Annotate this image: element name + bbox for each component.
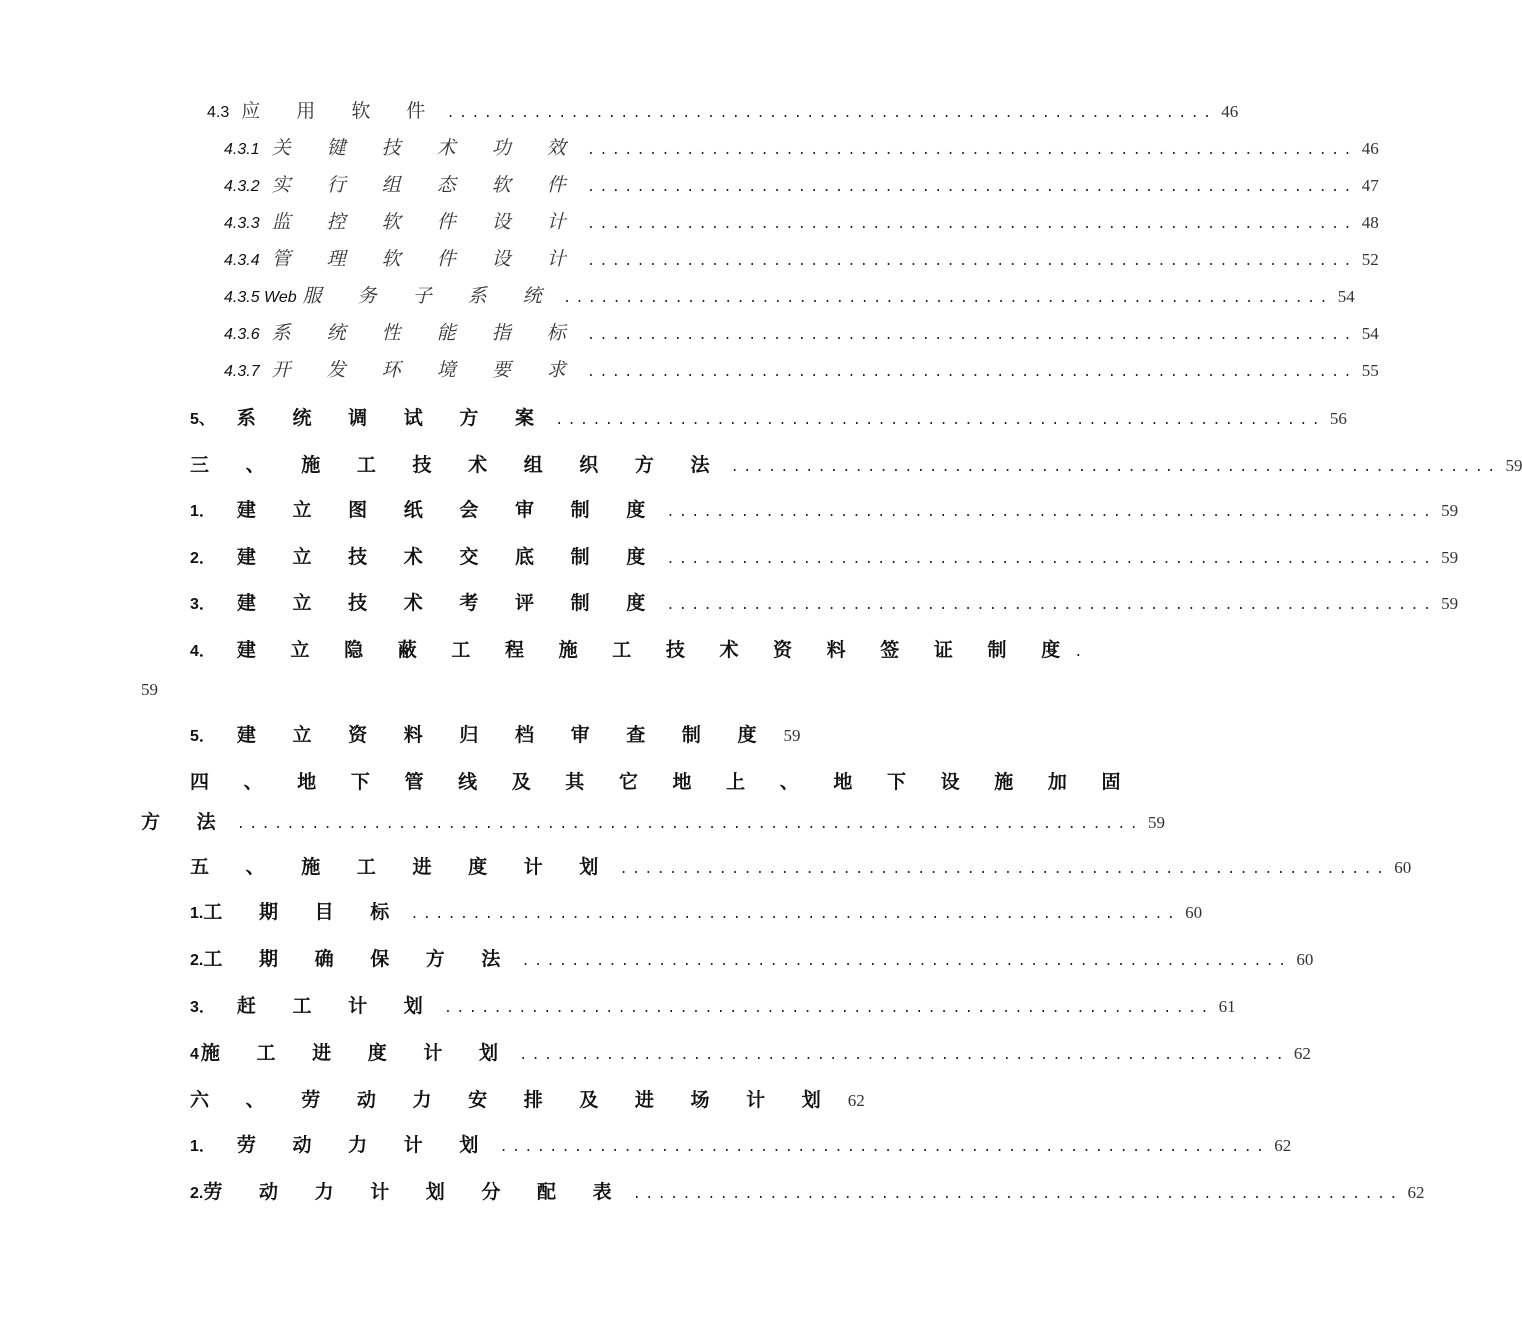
toc-page-number: 59 — [141, 680, 158, 699]
toc-entry-title: 工 期 目 标 — [203, 901, 405, 923]
toc-entry[interactable] — [224, 208, 1379, 236]
toc-entry-title: 建 立 技 术 交 底 制 度 — [236, 546, 661, 568]
toc-entry[interactable] — [190, 1131, 1292, 1159]
toc-entry[interactable] — [190, 721, 801, 749]
toc-entry-title: 劳 动 力 计 划 分 配 表 — [203, 1181, 627, 1203]
toc-leader-dots: .............................................................. — [499, 1140, 1269, 1156]
toc-leader-dots: .............................................................. — [586, 143, 1356, 159]
toc-page-number: 59 — [1505, 456, 1522, 475]
toc-entry-number: 5． — [190, 728, 215, 745]
toc-entry-title: 应 用 软 件 — [241, 100, 441, 122]
toc-entry[interactable] — [224, 282, 1355, 310]
toc-entry-number: 4． — [190, 643, 215, 660]
toc-entry[interactable] — [190, 898, 1203, 926]
toc-leader-dots: .............................................................. — [446, 106, 1216, 122]
toc-entry[interactable] — [190, 1178, 1425, 1206]
toc-entry[interactable] — [190, 451, 1522, 479]
toc-entry-title: 监 控 软 件 设 计 — [271, 211, 581, 233]
toc-leader-dots: .............................................................. — [586, 328, 1356, 344]
toc-entry-title-continuation: 方 法 — [141, 811, 231, 833]
toc-entry[interactable] — [224, 171, 1379, 199]
toc-page-number: 56 — [1329, 409, 1347, 428]
toc-entry-number: 1. — [190, 905, 204, 922]
toc-entry-title: 开 发 环 境 要 求 — [271, 359, 581, 381]
toc-entry[interactable] — [190, 404, 1347, 432]
toc-entry-title: 实 行 组 态 软 件 — [271, 174, 581, 196]
toc-leader-dots: .............................................................. — [666, 598, 1436, 614]
toc-entry-title: 管 理 软 件 设 计 — [271, 248, 581, 270]
toc-page-number: 61 — [1218, 997, 1236, 1016]
toc-leader-dots: .............................................................. — [586, 180, 1356, 196]
toc-page-number: 60 — [1394, 858, 1412, 877]
toc-entry-title: 建 立 资 料 归 档 审 查 制 度 — [236, 724, 772, 746]
toc-page-number: 62 — [1407, 1183, 1425, 1202]
toc-leader-dots: .............................................................. — [443, 1001, 1213, 1017]
toc-entry[interactable] — [190, 543, 1459, 571]
toc-entry[interactable] — [224, 245, 1379, 273]
toc-entry-number: 2. — [190, 1185, 204, 1202]
toc-leader-dots: .............................................................. — [410, 907, 1180, 923]
toc-entry-number: 3． — [190, 596, 215, 613]
toc-entry-number: 2． — [190, 550, 215, 567]
toc-page-number: 59 — [783, 726, 801, 745]
toc-leader-dots: .............................................................. — [730, 460, 1500, 476]
toc-page-number: 59 — [1441, 501, 1459, 520]
toc-entry-number: 1． — [190, 503, 215, 520]
toc-entry[interactable] — [190, 853, 1412, 881]
toc-entry-title: 五 、 施 工 进 度 计 划 — [190, 856, 614, 878]
toc-entry[interactable] — [190, 1086, 865, 1114]
toc-entry-number: 4.3.6 — [224, 326, 260, 343]
toc-entry-number: 4.3.3 — [224, 215, 260, 232]
toc-page-number: 46 — [1361, 139, 1379, 158]
toc-entry-number: 4.3.1 — [224, 141, 260, 158]
toc-trailing-dot: . — [1074, 645, 1083, 661]
toc-page-number: 62 — [1293, 1044, 1311, 1063]
toc-entry-title: 施 工 进 度 计 划 — [200, 1042, 513, 1064]
toc-leader-dots: .............................................................. — [632, 1187, 1402, 1203]
toc-page-number: 62 — [1274, 1136, 1292, 1155]
toc-entry-number: 2. — [190, 952, 204, 969]
toc-page-number: 59 — [1147, 813, 1165, 832]
toc-entry-number: 4 — [190, 1046, 199, 1063]
toc-leader-dots: .............................................................. — [521, 954, 1291, 970]
toc-entry-number: 4.3.4 — [224, 252, 260, 269]
toc-leader-dots: .............................................................. — [586, 217, 1356, 233]
toc-page-number: 54 — [1337, 287, 1355, 306]
toc-entry-title: 三 、 施 工 技 术 组 织 方 法 — [190, 454, 725, 476]
toc-entry-number: 3． — [190, 999, 215, 1016]
toc-page-number: 60 — [1296, 950, 1314, 969]
toc-entry-title: 系 统 调 试 方 案 — [236, 407, 549, 429]
toc-leader-dots: .............................................................. — [518, 1048, 1288, 1064]
toc-page-number: 52 — [1361, 250, 1379, 269]
toc-leader-dots: .............................................................. — [619, 862, 1389, 878]
toc-page-number: 54 — [1361, 324, 1379, 343]
toc-entry[interactable] — [207, 97, 1239, 125]
toc-leader-dots: .............................................................. — [562, 291, 1332, 307]
toc-page-number: 60 — [1185, 903, 1203, 922]
toc-entry[interactable] — [190, 589, 1459, 617]
toc-entry[interactable] — [190, 945, 1314, 973]
toc-entry-title: 六 、 劳 动 力 安 排 及 进 场 计 划 — [190, 1089, 836, 1111]
toc-page-number: 48 — [1361, 213, 1379, 232]
toc-entry-number: 1． — [190, 1138, 215, 1155]
toc-entry-title: 建 立 隐 蔽 工 程 施 工 技 术 资 料 签 证 制 度 — [236, 639, 1075, 661]
toc-entry-title[interactable]: 四 、 地 下 管 线 及 其 它 地 上 、 地 下 设 施 加 固 — [190, 771, 1135, 793]
toc-page-number: 59 — [1441, 548, 1459, 567]
toc-entry-number: 4.3.2 — [224, 178, 260, 195]
toc-entry[interactable] — [190, 636, 1083, 664]
toc-entry-title: 系 统 性 能 指 标 — [271, 322, 581, 344]
toc-entry[interactable] — [190, 496, 1459, 524]
toc-leader-dots: ......................................................................... — [236, 817, 1142, 833]
toc-leader-dots: .............................................................. — [586, 365, 1356, 381]
toc-entry[interactable] — [224, 356, 1379, 384]
toc-entry-number: 5、 — [190, 411, 215, 428]
toc-entry-number: 4.3.7 — [224, 363, 260, 380]
toc-entry-title: 关 键 技 术 功 效 — [271, 137, 581, 159]
toc-page-number: 62 — [847, 1091, 865, 1110]
toc-entry-title: 工 期 确 保 方 法 — [203, 948, 516, 970]
toc-entry-number: 4.3 — [207, 104, 230, 121]
toc-entry-title: 建 立 图 纸 会 审 制 度 — [236, 499, 661, 521]
toc-entry-number: 4.3.5 Web — [224, 289, 297, 306]
toc-entry-title: 劳 动 力 计 划 — [236, 1134, 494, 1156]
toc-page-number: 47 — [1361, 176, 1379, 195]
toc-leader-dots: .............................................................. — [666, 552, 1436, 568]
toc-entry-title: 赶 工 计 划 — [236, 995, 438, 1017]
toc-entry-title: 服 务 子 系 统 — [302, 285, 557, 307]
toc-entry-title: 建 立 技 术 考 评 制 度 — [236, 592, 661, 614]
toc-entry[interactable] — [224, 134, 1379, 162]
toc-page-number: 46 — [1221, 102, 1239, 121]
toc-leader-dots: .............................................................. — [666, 505, 1436, 521]
toc-page-number: 55 — [1361, 361, 1379, 380]
toc-leader-dots: .............................................................. — [554, 413, 1324, 429]
toc-leader-dots: .............................................................. — [586, 254, 1356, 270]
toc-entry[interactable] — [190, 1039, 1311, 1067]
toc-entry[interactable] — [141, 808, 1165, 836]
toc-entry[interactable] — [190, 992, 1236, 1020]
toc-page-number: 59 — [1441, 594, 1459, 613]
toc-entry[interactable] — [224, 319, 1379, 347]
